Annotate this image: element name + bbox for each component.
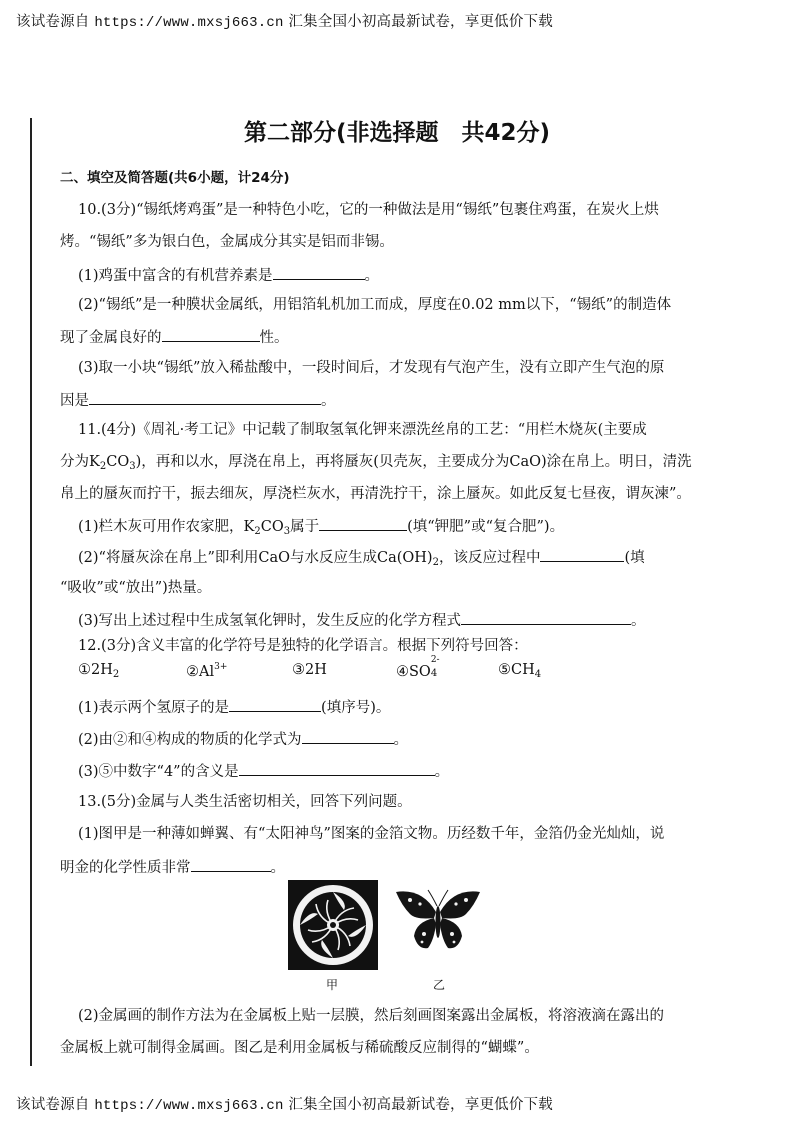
q12-part1-end: (填序号)。: [321, 700, 391, 716]
q10-part3-end: 。: [321, 393, 336, 409]
q12-symbol-4: ④SO 2- 4: [396, 655, 440, 680]
q10-part1-end: 。: [364, 268, 380, 284]
q11-part1-a: (1)栏木灰可用作农家肥，K: [78, 519, 255, 535]
q10-part2-blank[interactable]: [162, 326, 260, 342]
q12-part2: [78, 728, 408, 750]
q12-part2-end: 。: [393, 732, 409, 748]
q11-stem-line2: [60, 452, 692, 477]
q12-part3: [78, 760, 449, 782]
source-site-name: 该试卷源自: [16, 14, 90, 30]
q11-part1-end: (填“钾肥”或“复合肥”)。: [407, 519, 565, 535]
binding-margin-line: [30, 118, 32, 1066]
q12-part3-end: 。: [434, 764, 450, 780]
q12-part3-text: (3)⑤中数字“4”的含义是: [78, 764, 239, 780]
q12-part1-blank[interactable]: [229, 696, 321, 712]
q12-symbol-list: [78, 655, 578, 682]
q10-part2-line1: (2)“锡纸”是一种膜状金属纸，用铝箔轧机加工而成，厚度在0.02 mm以下，“锡纸”的制造体: [78, 297, 672, 313]
q12-symbol-2: $②Al^{3+}$: [186, 662, 228, 680]
q11-part1-c: 属于: [290, 519, 320, 535]
q11-part1: [78, 515, 564, 542]
source-slogan: 汇集全国小初高最新试卷，享更低价下载: [288, 14, 553, 30]
q11-stem-line2-b: CO: [106, 454, 130, 470]
q12-part2-text: (2)由②和④构成的物质的化学式为: [78, 732, 302, 748]
q11-part3: [78, 609, 646, 631]
q10-part1: [78, 264, 379, 286]
q11-stem-line3: 帛上的蜃灰而拧干，振去细灰，厚浇栏灰水，再清洗拧干，涂上蜃灰。如此反复七昼夜，谓灰湅”。: [60, 486, 691, 502]
q12-part1-text: (1)表示两个氢原子的是: [78, 700, 230, 716]
butterfly-image: [392, 884, 484, 956]
q11-part2-blank[interactable]: [540, 546, 624, 562]
q13-stem: 13.(5分)金属与人类生活密切相关，回答下列问题。: [78, 794, 412, 810]
section-heading: 二、填空及简答题(共6小题，计24分): [60, 170, 290, 186]
q11-part2-line2: “吸收”或“放出”)热量。: [60, 580, 212, 596]
q12-symbol-5: $⑤CH_4$: [498, 662, 542, 680]
q11-part2-b: ，该反应过程中: [438, 550, 541, 566]
q10-part3-line1: (3)取一小块“锡纸”放入稀盐酸中，一段时间后，才发现有气泡产生，没有立即产生气泡的原: [78, 360, 665, 376]
q11-part3-end: 。: [631, 613, 646, 629]
sunbird-gold-foil-image: [288, 880, 378, 970]
q11-part3-text: (3)写出上述过程中生成氢氧化钾时，发生反应的化学方程式: [78, 613, 462, 629]
q12-symbol-3: ③2H: [292, 662, 327, 678]
q11-part2-sub: 2: [432, 557, 439, 568]
q11-part2-line1: [78, 546, 645, 573]
q11-stem-line1: 11.(4分)《周礼·考工记》中记载了制取氢氧化钾来漂洗丝帛的工艺：“用栏木烧灰(主要成: [78, 422, 647, 438]
q12-part1: [78, 696, 390, 718]
footer-site-name: 该试卷源自: [16, 1097, 90, 1113]
caption-jia: 甲: [326, 978, 339, 992]
q13-part1-line2: [60, 856, 285, 878]
q11-part1-blank[interactable]: [319, 515, 407, 531]
footer-slogan: 汇集全国小初高最新试卷，享更低价下载: [288, 1097, 553, 1113]
q10-part2-text: 现了金属良好的: [60, 330, 162, 346]
q11-stem-line2-a: 分为K: [60, 454, 100, 470]
q11-stem-sub1: 2: [99, 461, 107, 472]
source-header: [16, 10, 553, 31]
q11-part3-blank[interactable]: [461, 609, 631, 625]
q11-part1-b: CO: [260, 519, 284, 535]
q11-part2-end: (填: [624, 550, 645, 566]
q13-part1-text: 明金的化学性质非常: [60, 860, 191, 876]
q10-part3-text: 因是: [60, 393, 89, 409]
q11-part2-a: (2)“将蜃灰涂在帛上”即利用CaO与水反应生成Ca(OH): [78, 550, 433, 566]
q10-stem-line1: 10.(3分)“锡纸烤鸡蛋”是一种特色小吃，它的一种做法是用“锡纸”包裹住鸡蛋，在炭火上烘: [78, 202, 659, 218]
q13-part1-blank[interactable]: [191, 856, 271, 872]
q13-part2-line1: (2)金属画的制作方法为在金属板上贴一层膜，然后刻画图案露出金属板，将溶液滴在露出的: [78, 1008, 665, 1024]
q10-part1-blank[interactable]: [273, 264, 365, 280]
q11-part1-sub2: 3: [283, 526, 291, 537]
q12-part2-blank[interactable]: [302, 728, 394, 744]
q10-part1-text: (1)鸡蛋中富含的有机营养素是: [78, 268, 273, 284]
q10-part3-line2: [60, 389, 336, 411]
footer-url[interactable]: https://www.mxsj663.cn: [94, 1098, 284, 1114]
q12-stem: 12.(3分)含义丰富的化学符号是独特的化学语言。根据下列符号回答：: [78, 638, 528, 654]
q13-part2-line2: 金属板上就可制得金属画。图乙是利用金属板与稀硫酸反应制得的“蝴蝶”。: [60, 1040, 539, 1056]
source-url[interactable]: https://www.mxsj663.cn: [94, 15, 284, 31]
q11-part1-sub1: 2: [254, 526, 261, 537]
q12-part3-blank[interactable]: [239, 760, 435, 776]
q13-part1-line1: (1)图甲是一种薄如蝉翼、有“太阳神鸟”图案的金箔文物。历经数千年，金箔仍金光灿灿，说: [78, 826, 665, 842]
page-title: 第二部分(非选择题 共42分): [243, 120, 551, 146]
q10-part2-line2: [60, 326, 289, 348]
q13-part1-end: 。: [270, 860, 285, 876]
q10-stem-line2: 烤。“锡纸”多为银白色，金属成分其实是铝而非锡。: [60, 234, 394, 250]
q11-stem-line2-c: )，再和以水，厚浇在帛上，再将蜃灰(贝壳灰，主要成分为CaO)涂在帛上。明日，清洗: [135, 454, 692, 470]
q12-symbol-1: $①2H_2$: [78, 662, 120, 680]
q10-part3-blank[interactable]: [89, 389, 321, 405]
q11-stem-sub2: 3: [129, 461, 136, 472]
q10-part2-end: 性。: [259, 330, 289, 346]
source-footer: [16, 1093, 553, 1114]
caption-yi: 乙: [433, 978, 446, 992]
